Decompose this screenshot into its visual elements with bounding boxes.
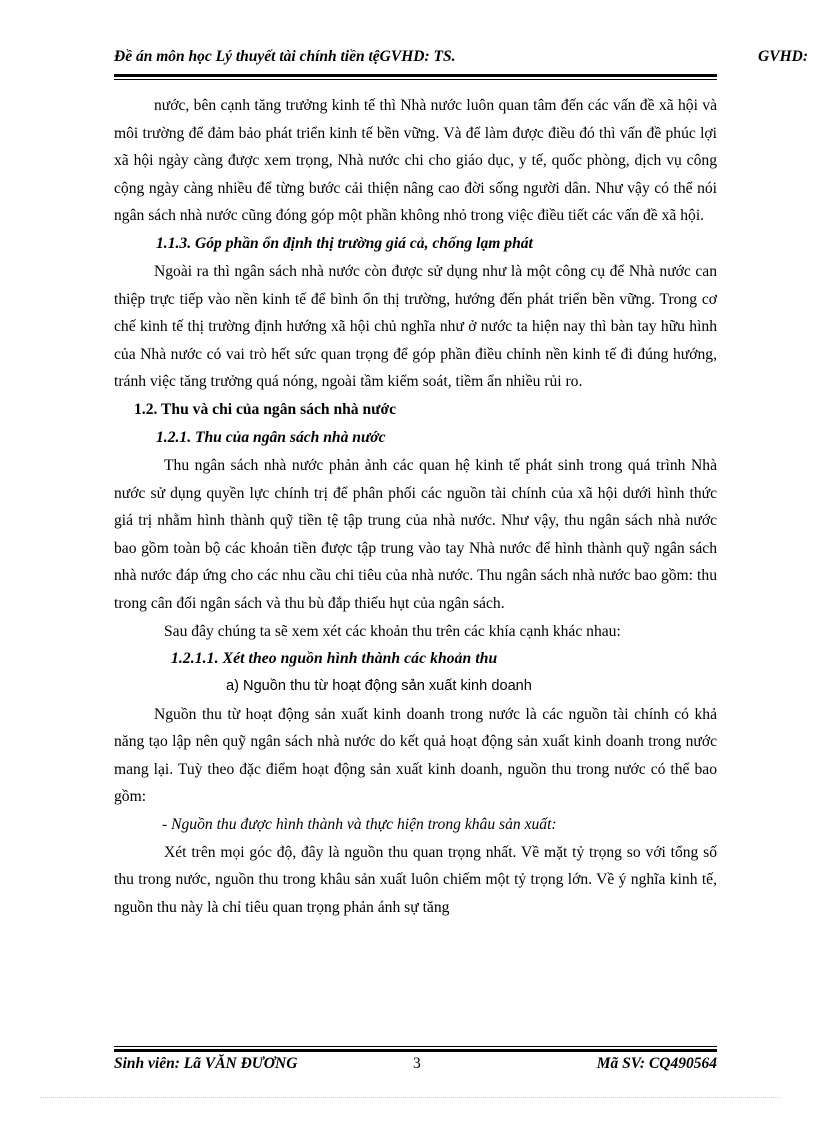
paragraph-revenue-definition: Thu ngân sách nhà nước phản ảnh các quan hệ kinh tế phát sinh trong quá trình Nhà nước sử dụng quyền lực chính trị để phân phối các nguồn tài chính của xã hội dưới hình thức giá trị nhằm hình thành quỹ tiền tệ tập trung của nhà nước. Như vậy, thu ngân sách nhà nước bao gồm toàn bộ các khoản tiền được tập trung vào tay Nhà nước để hình thành quỹ ngân sách nhà nước đáp ứng cho các nhu cầu chi tiêu của nhà nước. Thu ngân sách nhà nước bao gồm: thu trong cân đối ngân sách và thu bù đắp thiếu hụt của ngân sách. — [114, 456, 717, 612]
header-rule-thin — [114, 79, 717, 80]
footer-page-number: 3 — [413, 1055, 421, 1072]
paragraph-social-issues: nước, bên cạnh tăng trưởng kinh tế thì Nhà nước luôn quan tâm đến các vấn đề xã hội và môi trường để đảm bảo phát triển kinh tế bền vững. Và để làm được điều đó thì vấn đề phúc lợi xã hội ngày càng được xem trọng, Nhà nước chi cho giáo dục, y tế, quốc phòng, dịch vụ công cộng ngày càng nhiều để từng bước cải thiện nâng cao đời sống người dân. Như vậy có thể nói ngân sách nhà nước cũng đóng góp một phần không nhỏ trong việc điều tiết các vấn đề xã hội. — [114, 97, 717, 225]
heading-1-2: 1.2. Thu và chi của ngân sách nhà nước — [134, 400, 397, 418]
footer-rule-thick — [114, 1049, 717, 1052]
paragraph-production-revenue: Xét trên mọi góc độ, đây là nguồn thu quan trọng nhất. Về mặt tỷ trọng so với tổng số thu trong nước, nguồn thu trong khâu sản xuất luôn chiếm một tỷ trọng lớn. Về ý nghĩa kinh tế, nguồn thu này là chỉ tiêu quan trọng phản ánh sự tăng — [114, 843, 717, 916]
paragraph-market-stabilization: Ngoài ra thì ngân sách nhà nước còn được sử dụng như là một công cụ để Nhà nước can thiệp trực tiếp vào nền kinh tế để bình ổn thị trường, hướng đến phát triển bền vững. Trong cơ chế kinh tế thị trường định hướng xã hội chủ nghĩa như ở nước ta hiện nay thì bàn tay hữu hình của Nhà nước có vai trò hết sức quan trọng để góp phần điều chỉnh nền kinh tế đi đúng hướng, tránh việc tăng trưởng quá nóng, ngoài tầm kiểm soát, tiềm ẩn nhiều rủi ro. — [114, 262, 717, 391]
heading-1-2-1: 1.2.1. Thu của ngân sách nhà nước — [156, 428, 386, 446]
page-header — [114, 48, 816, 70]
page-footer — [114, 1055, 717, 1077]
heading-1-2-1-1: 1.2.1.1. Xét theo nguồn hình thành các khoản thu — [171, 650, 498, 668]
paragraph-domestic-revenue: Nguồn thu từ hoạt động sản xuất kinh doanh trong nước là các nguồn tài chính có khả năng tạo lập nên quỹ ngân sách nhà nước do kết quả hoạt động sản xuất kinh doanh trong nước mang lại. Tuỳ theo đặc điểm hoạt động sản xuất kinh doanh, nguồn thu trong nước có thể bao gồm: — [114, 705, 717, 806]
header-title: Đề án môn học Lý thuyết tài chính tiền tệGVHD: TS. — [114, 48, 456, 65]
page-body — [114, 92, 717, 921]
subheading-a: a) Nguồn thu từ hoạt động sản xuất kinh doanh — [226, 678, 532, 695]
header-supervisor: GVHD: — [758, 48, 808, 65]
heading-1-1-3: 1.1.3. Góp phần ổn định thị trường giá cả, chống lạm phát — [156, 234, 533, 252]
page-bottom-dotted-line — [40, 1097, 780, 1098]
footer-student-id: Mã SV: CQ490564 — [596, 1055, 717, 1072]
italic-bullet-production: - Nguồn thu được hình thành và thực hiện trong khâu sản xuất: — [162, 816, 557, 834]
paragraph-intro-aspects: Sau đây chúng ta sẽ xem xét các khoản thu trên các khía cạnh khác nhau: — [164, 622, 621, 640]
header-rule-thick — [114, 74, 717, 77]
footer-rule-thin — [114, 1046, 717, 1047]
footer-student-name: Sinh viên: Lã VĂN ĐƯƠNG — [114, 1055, 298, 1072]
